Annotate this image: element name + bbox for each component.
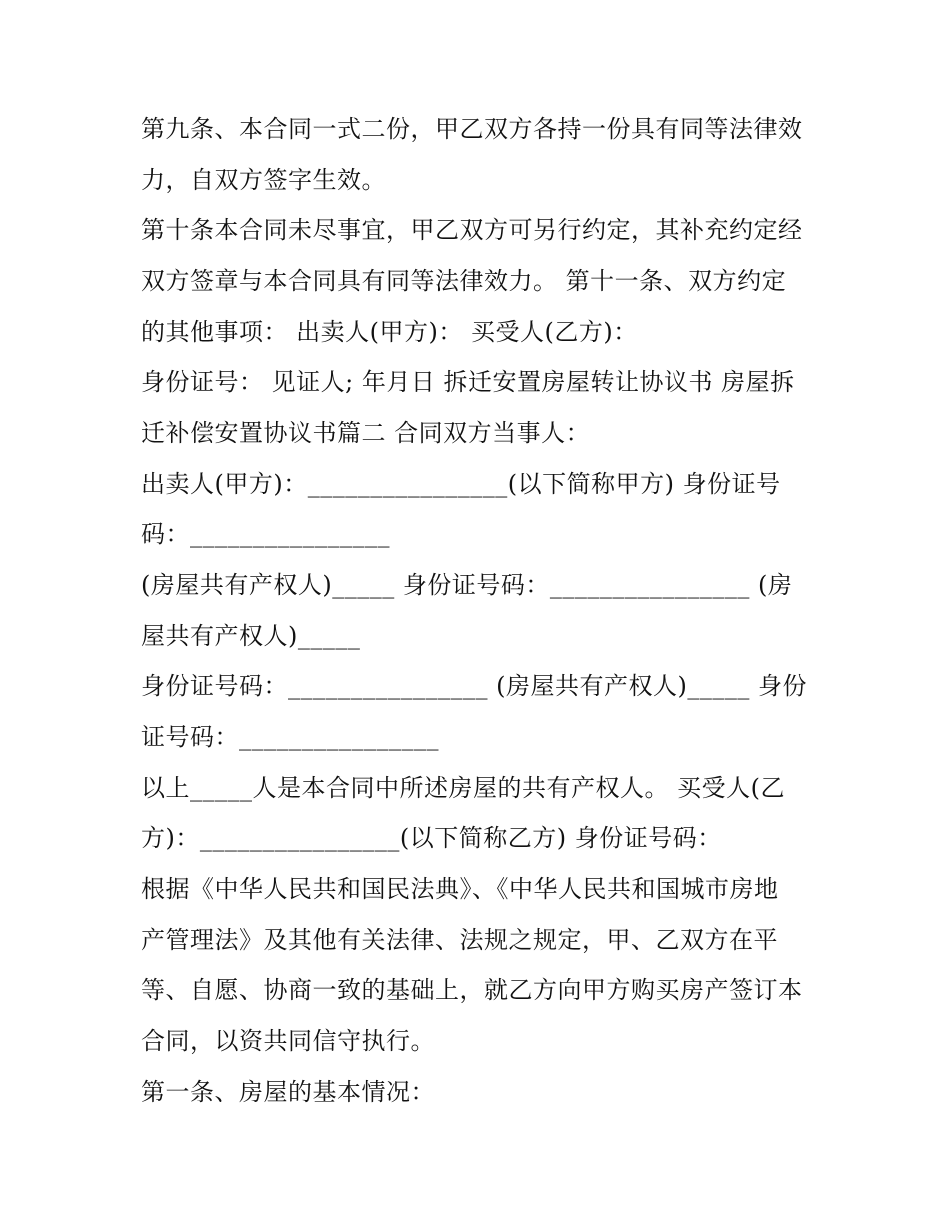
doc-line: 双方签章与本合同具有同等法律效力。 第十一条、双方约定 (141, 267, 787, 295)
doc-line: 第十条本合同未尽事宜，甲乙双方可另行约定，其补充约定经 (141, 216, 803, 244)
doc-line: 屋共有产权人)_____ (141, 622, 361, 650)
doc-line: 以上_____人是本合同中所述房屋的共有产权人。 买受人(乙 (141, 774, 785, 802)
doc-line: 第一条、房屋的基本情况： (141, 1078, 435, 1106)
doc-line: 码：________________ (141, 520, 390, 548)
doc-line: 身份证号： 见证人; 年月日 拆迁安置房屋转让协议书 房屋拆 (141, 368, 795, 396)
doc-line: (房屋共有产权人)_____ 身份证号码：________________ (房 (141, 571, 793, 599)
doc-line: 力，自双方签字生效。 (141, 166, 386, 194)
doc-line: 产管理法》及其他有关法律、法规之规定，甲、乙双方在平 (141, 926, 778, 954)
doc-line: 证号码：________________ (141, 723, 439, 751)
doc-line: 出卖人(甲方)：________________(以下简称甲方) 身份证号 (141, 470, 781, 498)
doc-line: 第九条、本合同一式二份，甲乙双方各持一份具有同等法律效 (141, 115, 803, 143)
doc-line: 身份证号码：________________ (房屋共有产权人)_____ 身份 (141, 672, 807, 700)
doc-line: 根据《中华人民共和国民法典》、《中华人民共和国城市房地 (141, 875, 779, 903)
doc-line: 等、自愿、协商一致的基础上，就乙方向甲方购买房产签订本 (141, 976, 803, 1004)
doc-line: 迁补偿安置协议书篇二 合同双方当事人： (141, 419, 591, 447)
doc-line: 方)：________________(以下简称乙方) 身份证号码： (141, 824, 722, 852)
doc-line: 合同，以资共同信守执行。 (141, 1027, 435, 1055)
doc-line: 的其他事项： 出卖人(甲方)： 买受人(乙方)： (141, 318, 638, 346)
